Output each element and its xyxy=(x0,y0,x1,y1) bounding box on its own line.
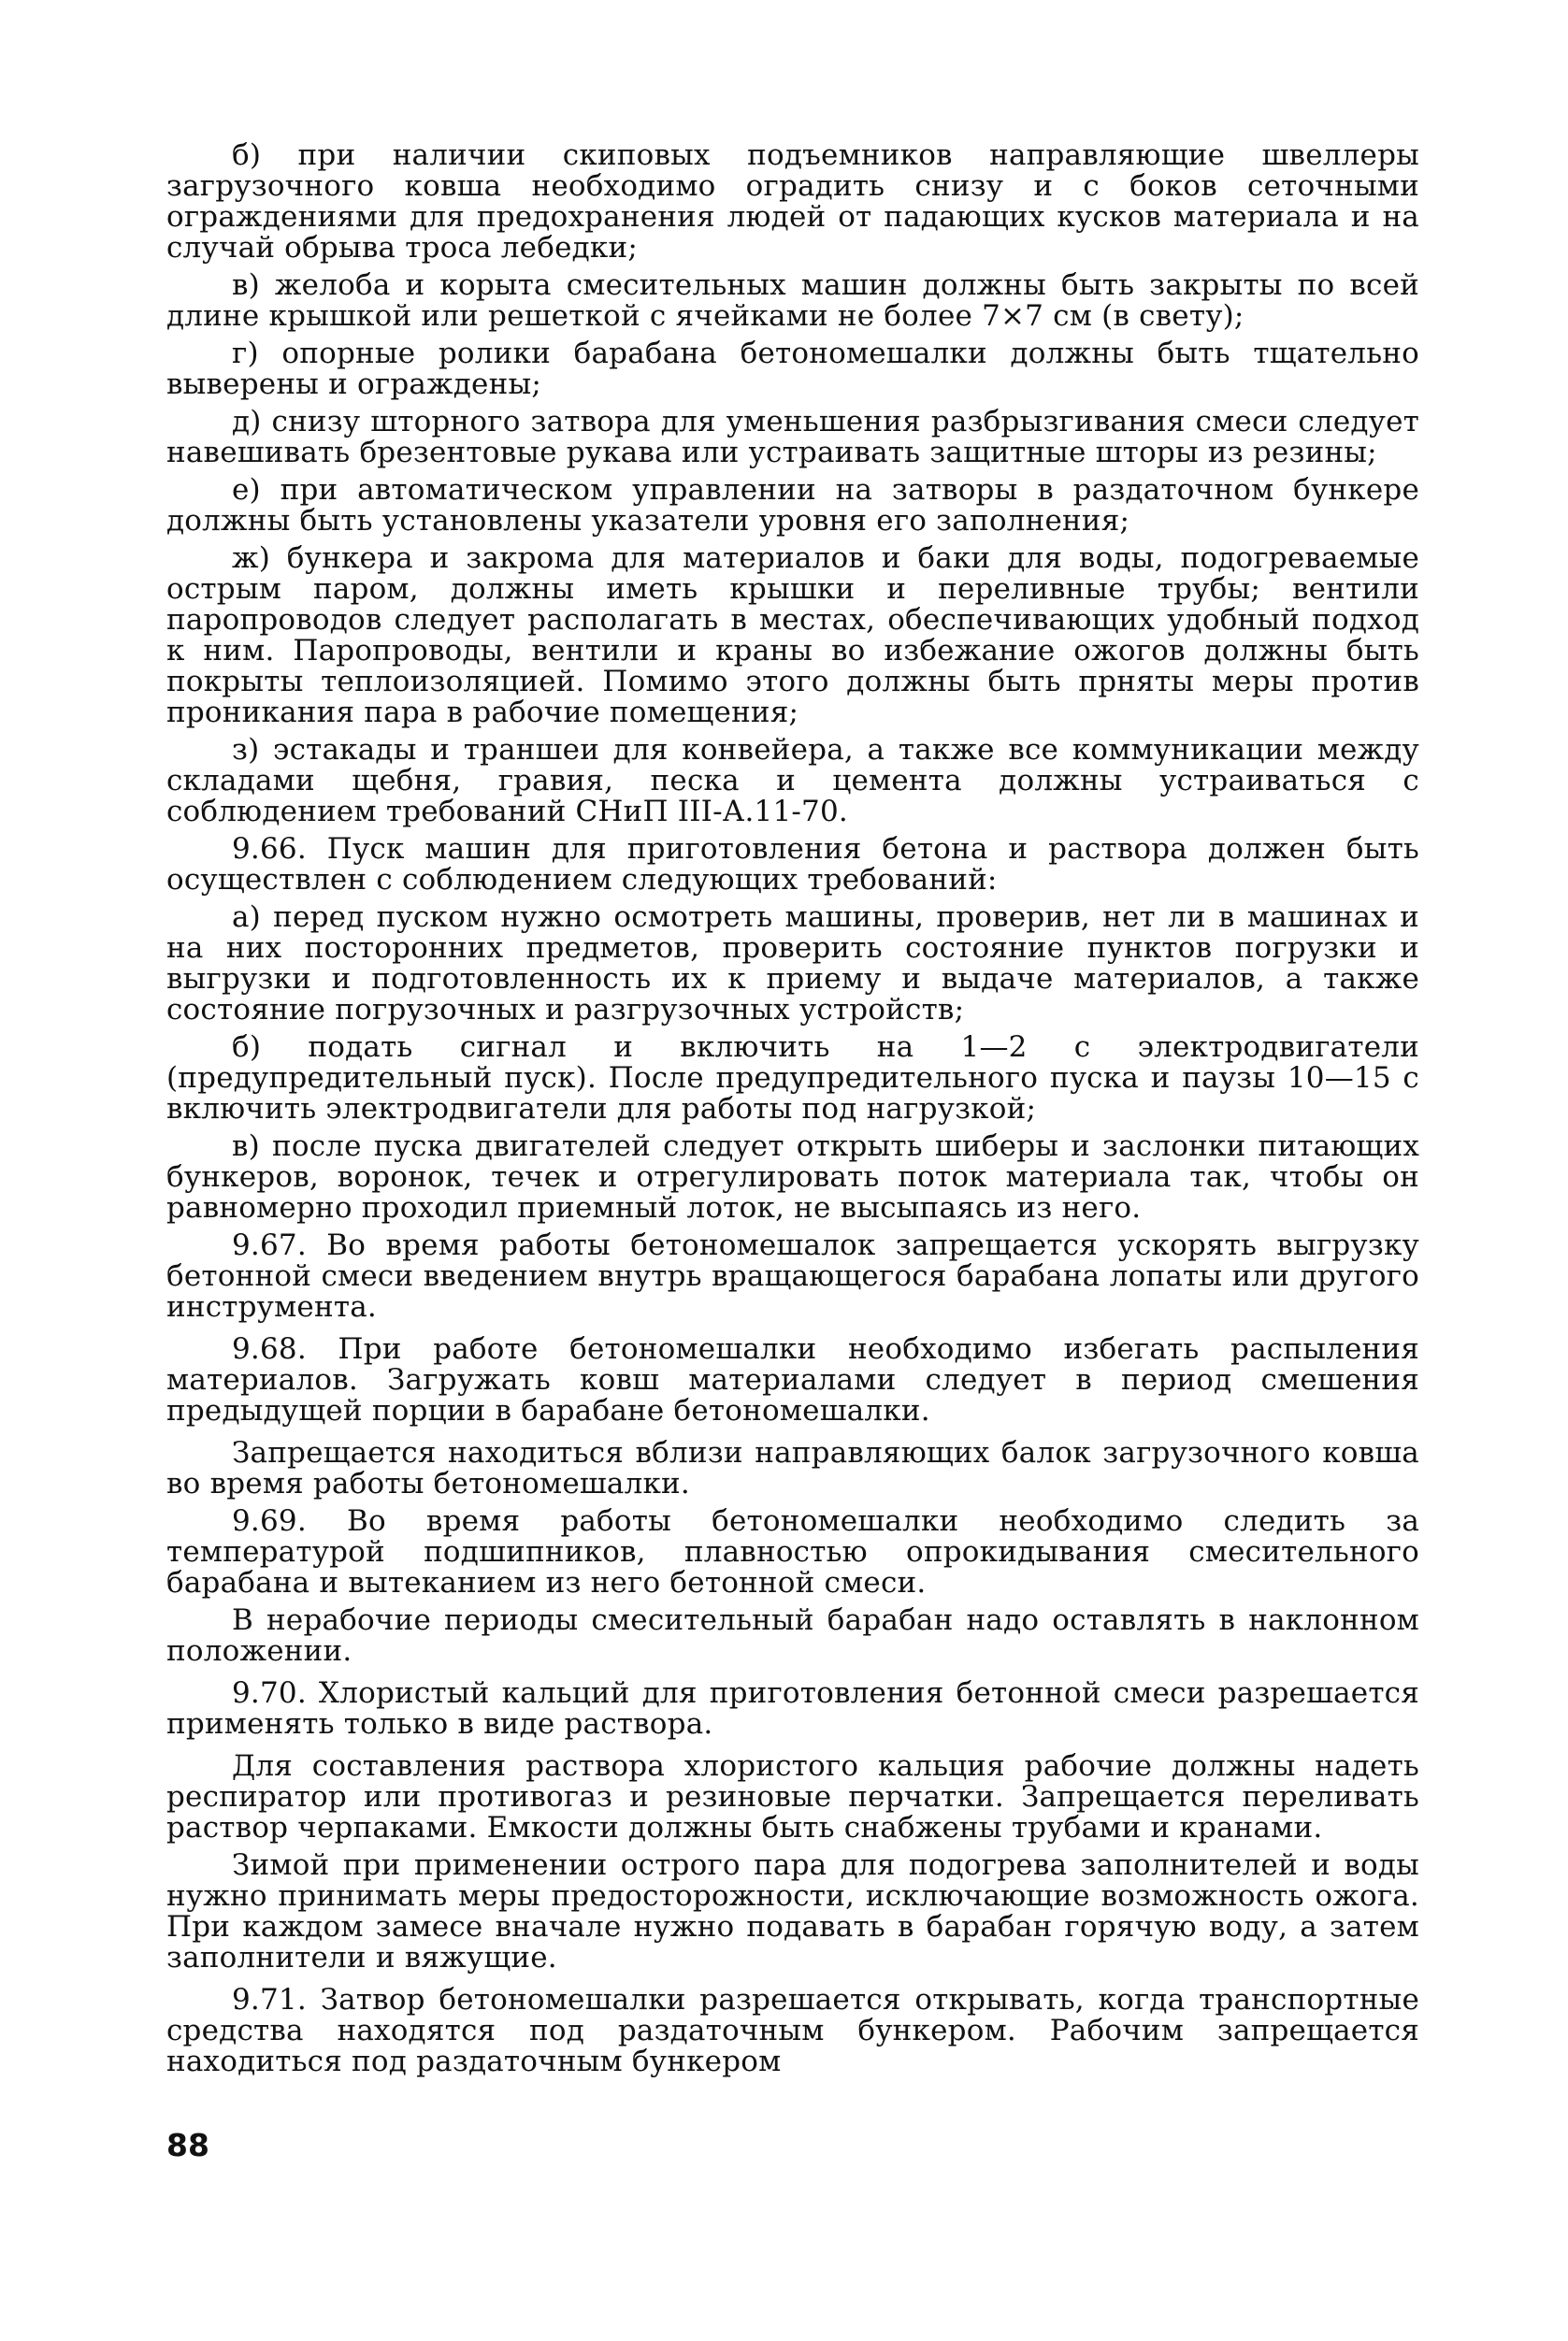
paragraph-9-71: 9.71. Затвор бетономешалки разрешается открывать, когда транспортные средства находятся под раздаточным бункером. Рабочим запрещается находиться под раздаточным бункером xyxy=(166,1983,1419,2078)
paragraph-9-68: 9.68. При работе бетономешалки необходимо избегать распыления материалов. Загружать ковш материалами следует в период смешения предыдущей порции в барабане бетономешалки. xyxy=(166,1332,1419,1428)
paragraph-zh-bunkers: ж) бункера и закрома для материалов и баки для воды, подогреваемые острым паром, должны иметь крышки и переливные трубы; вентили паропроводов следует располагать в местах, обеспечивающих удобный подход к ним. Паропроводы, вентили и краны во избежание ожогов должны быть покрыты теплоизоляцией. Помимо этого должны быть прняты меры против проникания пара в рабочие помещения; xyxy=(166,541,1419,729)
paragraph-g-rollers: г) опорные ролики барабана бетономешалки должны быть тщательно выверены и ограждены; xyxy=(166,337,1419,401)
paragraph-9-69: 9.69. Во время работы бетономешалки необходимо следить за температурой подшипников, плавностью опрокидывания смесительного барабана и вытеканием из него бетонной смеси. xyxy=(166,1504,1419,1600)
paragraph-9-70: 9.70. Хлористый кальций для приготовления бетонной смеси разрешается применять только в виде раствора. xyxy=(166,1676,1419,1741)
paragraph-idle-position: В нерабочие периоды смесительный барабан надо оставлять в наклонном положении. xyxy=(166,1603,1419,1668)
paragraph-9-66: 9.66. Пуск машин для приготовления бетона и раствора должен быть осуществлен с соблюдением следующих требований: xyxy=(166,832,1419,897)
page-number: 88 xyxy=(166,2127,209,2163)
paragraph-v-gates: в) после пуска двигателей следует открыть шиберы и заслонки питающих бункеров, воронок, течек и отрегулировать поток материала так, чтобы он равномерно проходил приемный лоток, не высыпаясь из него. xyxy=(166,1129,1419,1225)
paragraph-z-trestles: з) эстакады и траншеи для конвейера, а также все коммуникации между складами щебня, гравия, песка и цемента должны устраиваться с соблюдением требований СНиП III-А.11-70. xyxy=(166,733,1419,828)
paragraph-b-skip-hoists: б) при наличии скиповых подъемников направляющие швеллеры загрузочного ковша необходимо оградить снизу и с боков сеточными ограждениями для предохранения людей от падающих кусков материала и на случай обрыва троса лебедки; xyxy=(166,138,1419,265)
body-text xyxy=(166,140,1419,2084)
paragraph-d-shutter: д) снизу шторного затвора для уменьшения разбрызгивания смеси следует навешивать брезентовые рукава или устраивать защитные шторы из резины; xyxy=(166,405,1419,469)
paragraph-b-signal: б) подать сигнал и включить на 1—2 с электродвигатели (предупредительный пуск). После предупредительного пуска и паузы 10—15 с включить электродвигатели для работы под нагрузкой; xyxy=(166,1030,1419,1126)
paragraph-prohibition-guides: Запрещается находиться вблизи направляющих балок загрузочного ковша во время работы бетономешалки. xyxy=(166,1436,1419,1501)
paragraph-calcium-solution: Для составления раствора хлористого кальция рабочие должны надеть респиратор или противогаз и резиновые перчатки. Запрещается переливать раствор черпаками. Емкости должны быть снабжены трубами и кранами. xyxy=(166,1749,1419,1845)
paragraph-a-inspection: а) перед пуском нужно осмотреть машины, проверив, нет ли в машинах и на них посторонних предметов, проверить состояние пунктов погрузки и выгрузки и подготовленность их к приему и выдаче материалов, а также состояние погрузочных и разгрузочных устройств; xyxy=(166,900,1419,1027)
paragraph-9-67: 9.67. Во время работы бетономешалок запрещается ускорять выгрузку бетонной смеси введением внутрь вращающегося барабана лопаты или другого инструмента. xyxy=(166,1228,1419,1324)
paragraph-e-level-indicators: е) при автоматическом управлении на затворы в раздаточном бункере должны быть установлены указатели уровня его заполнения; xyxy=(166,473,1419,538)
paragraph-winter-steam: Зимой при применении острого пара для подогрева заполнителей и воды нужно принимать меры предосторожности, исключающие возможность ожога. При каждом замесе вначале нужно подавать в барабан горячую воду, а затем заполнители и вяжущие. xyxy=(166,1848,1419,1975)
paragraph-v-troughs: в) желоба и корыта смесительных машин должны быть закрыты по всей длине крышкой или решеткой с ячейками не более 7×7 см (в свету); xyxy=(166,268,1419,333)
